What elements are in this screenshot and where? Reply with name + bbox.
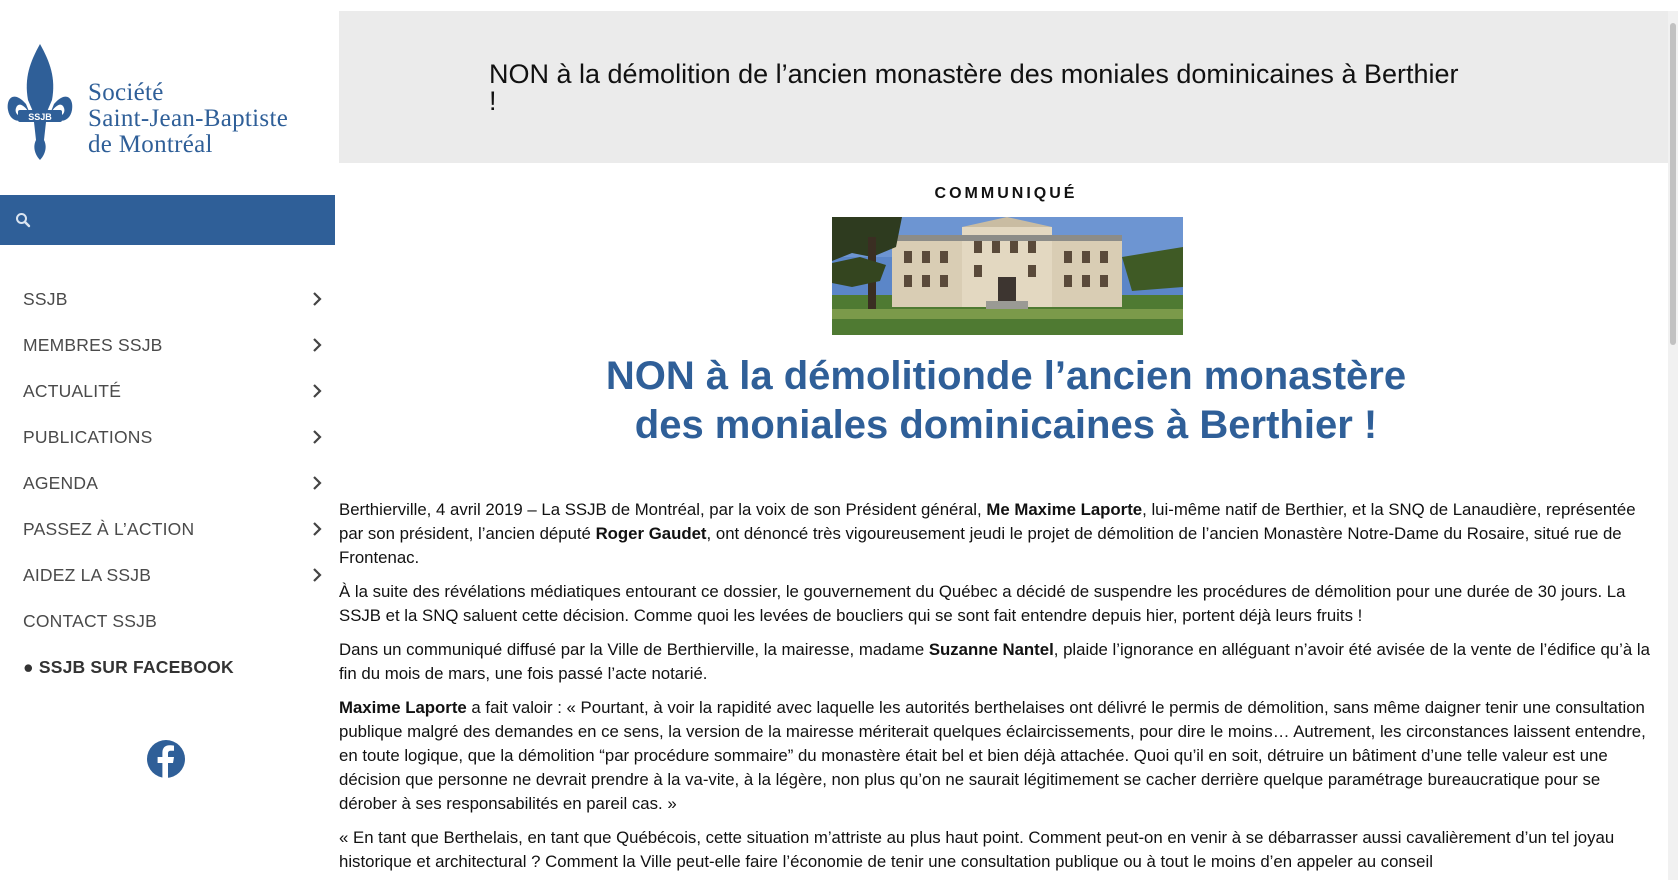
- facebook-icon[interactable]: [146, 739, 186, 779]
- search-input[interactable]: [40, 199, 335, 241]
- nav-item-agenda[interactable]: [0, 460, 335, 506]
- article-headline: [339, 352, 1673, 450]
- nav-item-label: ACTUALITÉ: [23, 380, 122, 401]
- logo-line-1: Société: [88, 79, 164, 106]
- person-name: Me Maxime Laporte: [986, 500, 1143, 519]
- headline-line-1: NON à la démolitionde l’ancien monastère: [605, 354, 1407, 398]
- nav-item-actualite[interactable]: [0, 368, 335, 414]
- nav-item-label: AGENDA: [23, 472, 99, 493]
- nav-item-publications[interactable]: [0, 414, 335, 460]
- nav-item-contact[interactable]: [0, 598, 335, 644]
- logo-wordmark: [88, 80, 288, 158]
- nav-item-label: AIDEZ LA SSJB: [23, 564, 152, 585]
- headline-line-2: des moniales dominicaines à Berthier !: [634, 403, 1378, 447]
- nav-item-label: PASSEZ À L’ACTION: [23, 518, 195, 539]
- nav-item-label: ● SSJB SUR FACEBOOK: [23, 656, 234, 677]
- chevron-right-icon[interactable]: [307, 473, 327, 493]
- nav-item-ssjb[interactable]: [0, 276, 335, 322]
- chevron-right-icon[interactable]: [307, 519, 327, 539]
- page-banner: [339, 11, 1678, 163]
- logo-line-3: de Montréal: [88, 131, 213, 158]
- chevron-right-icon[interactable]: [307, 289, 327, 309]
- chevron-right-icon[interactable]: [307, 381, 327, 401]
- nav-item-label: CONTACT SSJB: [23, 610, 157, 631]
- logo-line-2: Saint-Jean-Baptiste: [88, 105, 289, 132]
- site-logo[interactable]: [4, 44, 334, 164]
- nav-item-passez-a-l-action[interactable]: [0, 506, 335, 552]
- chevron-right-icon[interactable]: [307, 565, 327, 585]
- sidebar: [0, 0, 335, 880]
- svg-text:SSJB: SSJB: [28, 112, 52, 122]
- person-name: Maxime Laporte: [339, 698, 467, 717]
- chevron-right-icon[interactable]: [307, 427, 327, 447]
- person-name: Suzanne Nantel: [928, 640, 1054, 659]
- article-kicker: COMMUNIQUÉ: [934, 185, 1078, 202]
- nav-item-membres[interactable]: [0, 322, 335, 368]
- article-body: [339, 498, 1661, 884]
- main-nav: [0, 276, 335, 690]
- search-icon[interactable]: [14, 211, 32, 229]
- person-name: Roger Gaudet: [595, 524, 707, 543]
- nav-item-label: MEMBRES SSJB: [23, 334, 163, 355]
- nav-item-facebook[interactable]: [0, 644, 335, 690]
- nav-item-aidez-la-ssjb[interactable]: [0, 552, 335, 598]
- article-paragraph: « En tant que Berthelais, en tant que Québécois, cette situation m’attriste au plus haut point. Comment peut-on en venir à se débarrasser aussi cavalièrement d’un tel joyau historique et architectural ? Comment la Ville peut-elle faire l’économie de tenir une consultation publique ou à tout le moins d’en appeler au conseil: [339, 828, 1615, 871]
- monastery-photo: [832, 217, 1183, 335]
- article-paragraph: À la suite des révélations médiatiques entourant ce dossier, le gouvernement du Québec a décidé de suspendre les procédures de démolition pour une durée de 30 jours. La SSJB et la SNQ saluent cette décision. Comme quoi les levées de boucliers qui se sont fait entendre depuis hier, portent déjà leurs fruits !: [339, 582, 1626, 625]
- page-title: NON à la démolition de l’ancien monastère des moniales dominicaines à Berthier !: [489, 59, 1459, 116]
- nav-item-label: PUBLICATIONS: [23, 426, 153, 447]
- search-bar: [0, 195, 335, 245]
- article-paragraph: Dans un communiqué diffusé par la Ville de Berthierville, la mairesse, madame Suzanne Nantel, plaide l’ignorance en alléguant n’avoir été avisée de la vente de l’édifice qu’à la fin du mois de mars, une fois passé l’acte notarié.: [339, 640, 1650, 683]
- scrollbar-thumb[interactable]: [1670, 23, 1676, 345]
- fleur-de-lis-logo-icon: [4, 44, 76, 162]
- article-paragraph: Berthierville, 4 avril 2019 – La SSJB de Montréal, par la voix de son Président général, Me Maxime Laporte, lui-même natif de Berthier, et la SNQ de Lanaudière, représentée par son président, l’ancien député Roger Gaudet, ont dénoncé très vigoureusement jeudi le projet de démolition de l’ancien Monastère Notre-Dame du Rosaire, situé rue de Frontenac.: [339, 500, 1636, 567]
- chevron-right-icon[interactable]: [307, 335, 327, 355]
- article-paragraph: Maxime Laporte a fait valoir : « Pourtant, à voir la rapidité avec laquelle les autorités berthelaises ont délivré le permis de démolition, sans même daigner tenir une consultation publique malgré des demandes en ce sens, la version de la mairesse mériterait quelques éclaircissements, pour dire le moins… Autrement, les circonstances laissent entendre, en toute logique, que la démolition “par procédure sommaire” du monastère était bel et bien déjà attachée. Quoi qu’il en soit, détruire un bâtiment d’une telle valeur est une décision que personne ne devrait prendre à la va-vite, à la légère, non plus qu’on ne saurait légitimement se cacher derrière quelque paramétrage bureaucratique pour se dérober à ses responsabilités en pareil cas. »: [339, 698, 1646, 813]
- nav-item-label: SSJB: [23, 288, 68, 309]
